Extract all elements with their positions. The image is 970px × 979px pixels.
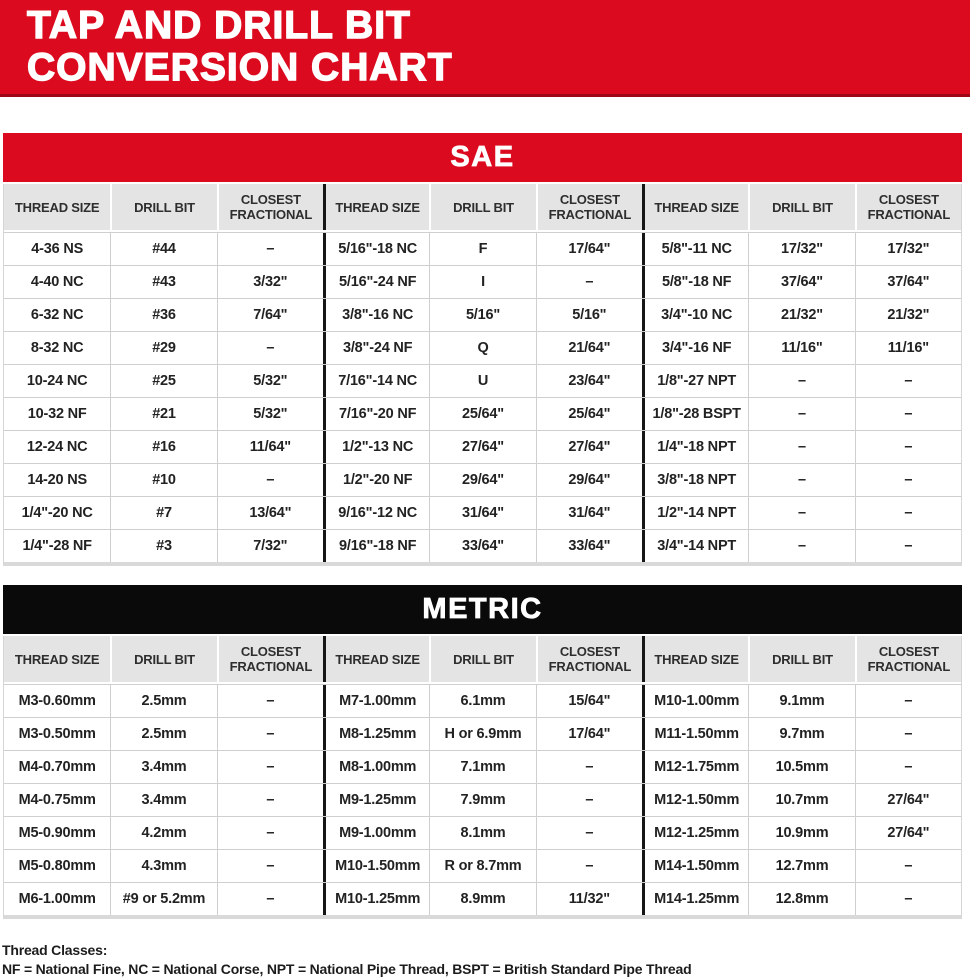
table-cell: 9.1mm — [748, 685, 854, 717]
table-cell: – — [217, 332, 323, 364]
table-cell: M5-0.80mm — [4, 850, 110, 882]
table-cell: 10-32 NF — [4, 398, 110, 430]
page-title-line1: TAP AND DRILL BIT — [27, 4, 411, 47]
column-header: DRILL BIT — [429, 184, 535, 230]
metric-section-title: METRIC — [422, 593, 543, 625]
table-cell: 27/64" — [536, 431, 642, 463]
table-cell: – — [217, 718, 323, 750]
table-cell: 1/4"-18 NPT — [642, 431, 748, 463]
table-cell: 7/32" — [217, 530, 323, 562]
table-cell: 3/4"-10 NC — [642, 299, 748, 331]
metric-table — [3, 636, 962, 919]
table-cell: #44 — [110, 233, 216, 265]
table-cell: 5/32" — [217, 365, 323, 397]
column-header: CLOSEST FRACTIONAL — [855, 184, 961, 230]
column-header: DRILL BIT — [429, 636, 535, 682]
table-cell: 1/8"-28 BSPT — [642, 398, 748, 430]
table-cell: M5-0.90mm — [4, 817, 110, 849]
table-row — [4, 265, 961, 298]
table-cell: – — [855, 751, 961, 783]
table-cell: M12-1.50mm — [642, 784, 748, 816]
table-cell: 4-40 NC — [4, 266, 110, 298]
table-cell: 6.1mm — [429, 685, 535, 717]
table-cell: 10.7mm — [748, 784, 854, 816]
table-cell: – — [748, 530, 854, 562]
table-row — [4, 717, 961, 750]
table-cell: #21 — [110, 398, 216, 430]
table-cell: 11/16" — [748, 332, 854, 364]
table-cell: 1/2"-13 NC — [323, 431, 429, 463]
table-cell: M4-0.75mm — [4, 784, 110, 816]
sae-section — [3, 133, 962, 566]
table-cell: – — [217, 784, 323, 816]
column-header: DRILL BIT — [748, 184, 854, 230]
table-cell: 37/64" — [748, 266, 854, 298]
table-cell: – — [855, 883, 961, 915]
table-cell: 15/64" — [536, 685, 642, 717]
table-cell: 21/32" — [748, 299, 854, 331]
table-row — [4, 849, 961, 882]
table-cell: 3/8"-18 NPT — [642, 464, 748, 496]
column-header: THREAD SIZE — [4, 184, 110, 230]
table-cell: 17/32" — [748, 233, 854, 265]
table-cell: #36 — [110, 299, 216, 331]
table-cell: – — [536, 817, 642, 849]
table-cell: 3/32" — [217, 266, 323, 298]
table-cell: 31/64" — [536, 497, 642, 529]
table-cell: 13/64" — [217, 497, 323, 529]
table-cell: #29 — [110, 332, 216, 364]
table-cell: – — [536, 784, 642, 816]
table-cell: 8.9mm — [429, 883, 535, 915]
column-header: THREAD SIZE — [642, 184, 748, 230]
metric-section — [3, 585, 962, 919]
table-row — [4, 463, 961, 496]
table-cell: – — [536, 266, 642, 298]
table-cell: – — [855, 398, 961, 430]
table-cell: – — [855, 530, 961, 562]
table-cell: M10-1.50mm — [323, 850, 429, 882]
metric-table-body — [4, 684, 961, 915]
table-cell: M8-1.25mm — [323, 718, 429, 750]
table-cell: 29/64" — [536, 464, 642, 496]
table-cell: #25 — [110, 365, 216, 397]
table-cell: 21/64" — [536, 332, 642, 364]
column-header: DRILL BIT — [110, 184, 216, 230]
table-cell: 6-32 NC — [4, 299, 110, 331]
table-cell: 9/16"-12 NC — [323, 497, 429, 529]
table-cell: #16 — [110, 431, 216, 463]
table-cell: 10.9mm — [748, 817, 854, 849]
legend-definitions: NF = National Fine, NC = National Corse, NPT = National Pipe Thread, BSPT = British Standard Pipe Thread — [2, 961, 692, 977]
table-cell: 5/8"-11 NC — [642, 233, 748, 265]
table-cell: – — [855, 718, 961, 750]
table-cell: 17/64" — [536, 233, 642, 265]
table-cell: 8-32 NC — [4, 332, 110, 364]
table-cell: M12-1.25mm — [642, 817, 748, 849]
table-cell: – — [217, 685, 323, 717]
table-cell: M12-1.75mm — [642, 751, 748, 783]
table-cell: 11/16" — [855, 332, 961, 364]
table-cell: M9-1.00mm — [323, 817, 429, 849]
table-cell: M10-1.25mm — [323, 883, 429, 915]
table-cell: – — [748, 365, 854, 397]
table-row — [4, 816, 961, 849]
table-cell: 14-20 NS — [4, 464, 110, 496]
table-cell: 12.8mm — [748, 883, 854, 915]
table-row — [4, 882, 961, 915]
table-cell: 7/16"-14 NC — [323, 365, 429, 397]
table-cell: – — [855, 685, 961, 717]
table-cell: 27/64" — [855, 817, 961, 849]
table-cell: 3/8"-24 NF — [323, 332, 429, 364]
table-cell: M6-1.00mm — [4, 883, 110, 915]
table-cell: 33/64" — [429, 530, 535, 562]
table-cell: 11/64" — [217, 431, 323, 463]
table-cell: 11/32" — [536, 883, 642, 915]
table-cell: #10 — [110, 464, 216, 496]
table-cell: – — [748, 398, 854, 430]
table-cell: 1/2"-14 NPT — [642, 497, 748, 529]
sae-table — [3, 184, 962, 566]
table-row — [4, 529, 961, 562]
table-cell: 7.9mm — [429, 784, 535, 816]
table-row — [4, 397, 961, 430]
table-cell: M3-0.50mm — [4, 718, 110, 750]
column-header: CLOSEST FRACTIONAL — [217, 636, 323, 682]
table-cell: U — [429, 365, 535, 397]
legend-heading: Thread Classes: — [2, 942, 108, 958]
table-cell: #9 or 5.2mm — [110, 883, 216, 915]
table-cell: Q — [429, 332, 535, 364]
table-cell: 21/32" — [855, 299, 961, 331]
table-cell: – — [536, 751, 642, 783]
table-cell: 17/32" — [855, 233, 961, 265]
table-cell: – — [217, 817, 323, 849]
table-cell: – — [217, 233, 323, 265]
sae-table-body — [4, 232, 961, 562]
table-cell: F — [429, 233, 535, 265]
table-cell: 10.5mm — [748, 751, 854, 783]
table-cell: 1/2"-20 NF — [323, 464, 429, 496]
table-cell: 4.2mm — [110, 817, 216, 849]
table-cell: 10-24 NC — [4, 365, 110, 397]
table-cell: – — [748, 497, 854, 529]
table-cell: #3 — [110, 530, 216, 562]
table-cell: 12-24 NC — [4, 431, 110, 463]
metric-section-header — [3, 585, 962, 634]
table-cell: – — [748, 431, 854, 463]
sae-section-title: SAE — [450, 141, 515, 173]
sae-header-row — [4, 184, 961, 232]
table-cell: H or 6.9mm — [429, 718, 535, 750]
table-cell: 27/64" — [429, 431, 535, 463]
table-cell: – — [536, 850, 642, 882]
table-cell: M9-1.25mm — [323, 784, 429, 816]
table-cell: 5/32" — [217, 398, 323, 430]
table-row — [4, 496, 961, 529]
column-header: DRILL BIT — [110, 636, 216, 682]
thread-classes-legend — [2, 941, 968, 979]
table-row — [4, 430, 961, 463]
table-cell: #7 — [110, 497, 216, 529]
table-cell: 25/64" — [429, 398, 535, 430]
table-cell: – — [855, 497, 961, 529]
table-cell: 27/64" — [855, 784, 961, 816]
table-cell: 37/64" — [855, 266, 961, 298]
table-cell: M8-1.00mm — [323, 751, 429, 783]
table-cell: 4.3mm — [110, 850, 216, 882]
title-banner — [0, 0, 970, 97]
table-row — [4, 783, 961, 816]
table-row — [4, 364, 961, 397]
table-cell: 23/64" — [536, 365, 642, 397]
table-row — [4, 298, 961, 331]
table-cell: – — [855, 850, 961, 882]
column-header: CLOSEST FRACTIONAL — [536, 636, 642, 682]
sae-section-header — [3, 133, 962, 182]
table-cell: – — [748, 464, 854, 496]
table-row — [4, 684, 961, 717]
table-cell: 8.1mm — [429, 817, 535, 849]
column-header: THREAD SIZE — [323, 184, 429, 230]
table-cell: – — [217, 883, 323, 915]
table-cell: – — [217, 850, 323, 882]
column-header: CLOSEST FRACTIONAL — [217, 184, 323, 230]
table-cell: 3.4mm — [110, 784, 216, 816]
table-cell: 2.5mm — [110, 718, 216, 750]
table-cell: M7-1.00mm — [323, 685, 429, 717]
table-cell: 1/4"-28 NF — [4, 530, 110, 562]
table-cell: 7/16"-20 NF — [323, 398, 429, 430]
table-cell: M11-1.50mm — [642, 718, 748, 750]
table-cell: 17/64" — [536, 718, 642, 750]
table-row — [4, 750, 961, 783]
table-row — [4, 232, 961, 265]
table-cell: – — [217, 464, 323, 496]
table-row — [4, 331, 961, 364]
table-cell: 5/16"-24 NF — [323, 266, 429, 298]
table-cell: – — [855, 431, 961, 463]
table-cell: 5/16"-18 NC — [323, 233, 429, 265]
table-cell: I — [429, 266, 535, 298]
table-cell: 29/64" — [429, 464, 535, 496]
table-cell: – — [855, 464, 961, 496]
table-cell: R or 8.7mm — [429, 850, 535, 882]
table-cell: 3/4"-16 NF — [642, 332, 748, 364]
table-cell: 33/64" — [536, 530, 642, 562]
table-cell: M3-0.60mm — [4, 685, 110, 717]
table-cell: M14-1.25mm — [642, 883, 748, 915]
metric-header-row — [4, 636, 961, 684]
table-cell: 1/8"-27 NPT — [642, 365, 748, 397]
table-cell: 7.1mm — [429, 751, 535, 783]
table-cell: 2.5mm — [110, 685, 216, 717]
table-cell: 3.4mm — [110, 751, 216, 783]
column-header: THREAD SIZE — [323, 636, 429, 682]
table-cell: 5/16" — [429, 299, 535, 331]
table-cell: M4-0.70mm — [4, 751, 110, 783]
column-header: CLOSEST FRACTIONAL — [855, 636, 961, 682]
table-cell: 7/64" — [217, 299, 323, 331]
table-cell: M14-1.50mm — [642, 850, 748, 882]
table-cell: 4-36 NS — [4, 233, 110, 265]
column-header: CLOSEST FRACTIONAL — [536, 184, 642, 230]
column-header: THREAD SIZE — [4, 636, 110, 682]
column-header: THREAD SIZE — [642, 636, 748, 682]
table-cell: 25/64" — [536, 398, 642, 430]
table-cell: #43 — [110, 266, 216, 298]
table-cell: – — [217, 751, 323, 783]
table-cell: 9.7mm — [748, 718, 854, 750]
table-cell: 12.7mm — [748, 850, 854, 882]
table-cell: M10-1.00mm — [642, 685, 748, 717]
table-cell: – — [855, 365, 961, 397]
page-title-line2: CONVERSION CHART — [27, 46, 453, 89]
table-cell: 3/4"-14 NPT — [642, 530, 748, 562]
table-cell: 1/4"-20 NC — [4, 497, 110, 529]
table-cell: 5/8"-18 NF — [642, 266, 748, 298]
table-cell: 31/64" — [429, 497, 535, 529]
table-cell: 3/8"-16 NC — [323, 299, 429, 331]
table-cell: 9/16"-18 NF — [323, 530, 429, 562]
table-cell: 5/16" — [536, 299, 642, 331]
column-header: DRILL BIT — [748, 636, 854, 682]
